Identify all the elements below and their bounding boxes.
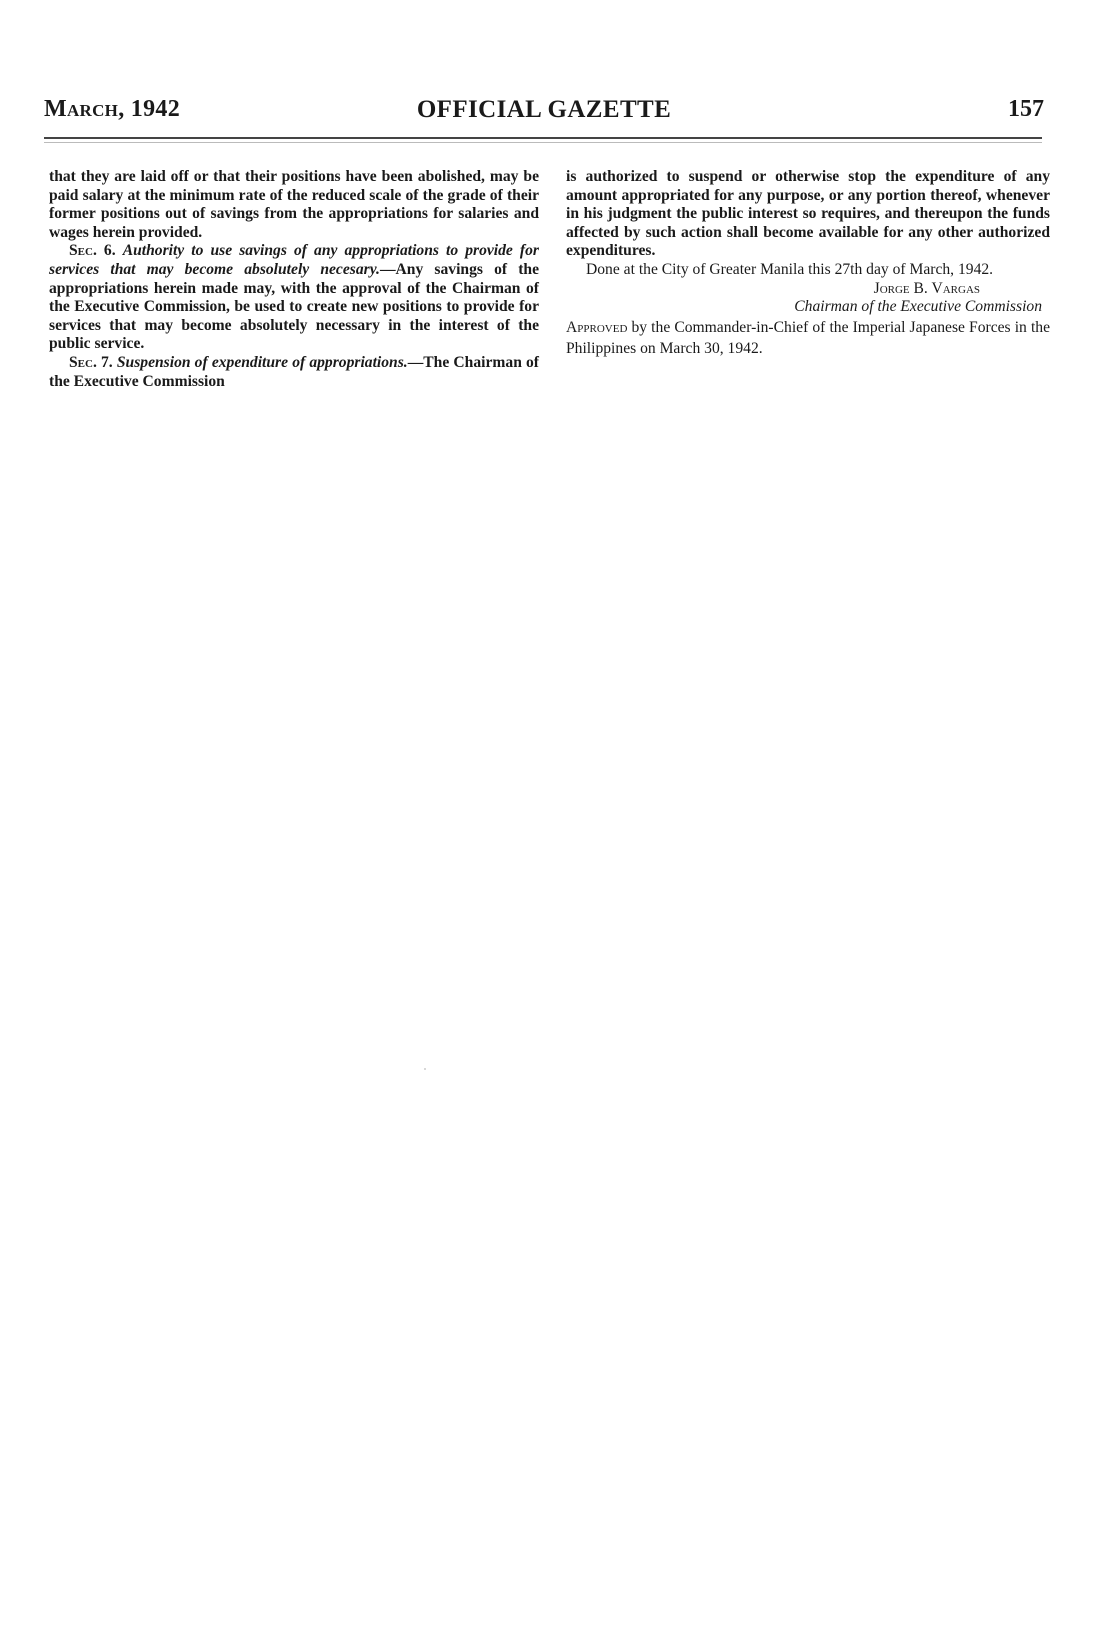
header-date: March, 1942 [44, 96, 181, 122]
left-paragraph-1: that they are laid off or that their positions have been abolished, may be paid salary at the minimum rate of the reduced scale of the grade of their former positions out of savings from the appropriations for salaries and wages herein provided. [49, 168, 539, 241]
page-number: 157 [1008, 96, 1044, 122]
section-7-body: —The Chairman of the Executive Commission [49, 353, 539, 390]
approval-note [566, 317, 1050, 359]
section-6-label: Sec. 6. [69, 242, 116, 260]
scan-speck [424, 1068, 426, 1070]
right-paragraph-1: is authorized to suspend or otherwise stop the expenditure of any amount appropriated for any purpose, or any portion thereof, whenever in his judgment the public interest so requires, and thereupon the funds affected by such action shall become available for any other authorized expenditures. [566, 168, 1050, 260]
section-7-label: Sec. 7. [69, 353, 113, 371]
right-column [566, 168, 1050, 359]
signatory-name: Jorge B. Vargas [873, 279, 980, 297]
section-6-body: —Any savings of the appropriations herein made may, with the approval of the Chairman of the Executive Commission, be used to create new positions to provide for services that may become absolutely necessary in the interest of the public service. [49, 260, 539, 353]
header-title: OFFICIAL GAZETTE [416, 96, 672, 123]
header-rule-thin [44, 142, 1042, 143]
approved-label: Approved [566, 318, 628, 336]
done-at-paragraph: Done at the City of Greater Manila this 27th day of March, 1942. [586, 260, 994, 278]
section-6-heading: Authority to use savings of any appropriations to provide for services that may become absolutely necesary. [49, 242, 539, 278]
header-rule [44, 137, 1042, 139]
approved-text: by the Commander-in-Chief of the Imperial Japanese Forces in the Philippines on March 30, 1942. [566, 318, 1050, 357]
section-7-heading: Suspension of expenditure of appropriations. [116, 353, 408, 371]
signatory-title: Chairman of the Executive Commission [794, 298, 1042, 316]
section-6 [49, 242, 539, 354]
left-column [49, 168, 539, 391]
section-7 [49, 354, 539, 391]
running-head [44, 96, 1044, 132]
